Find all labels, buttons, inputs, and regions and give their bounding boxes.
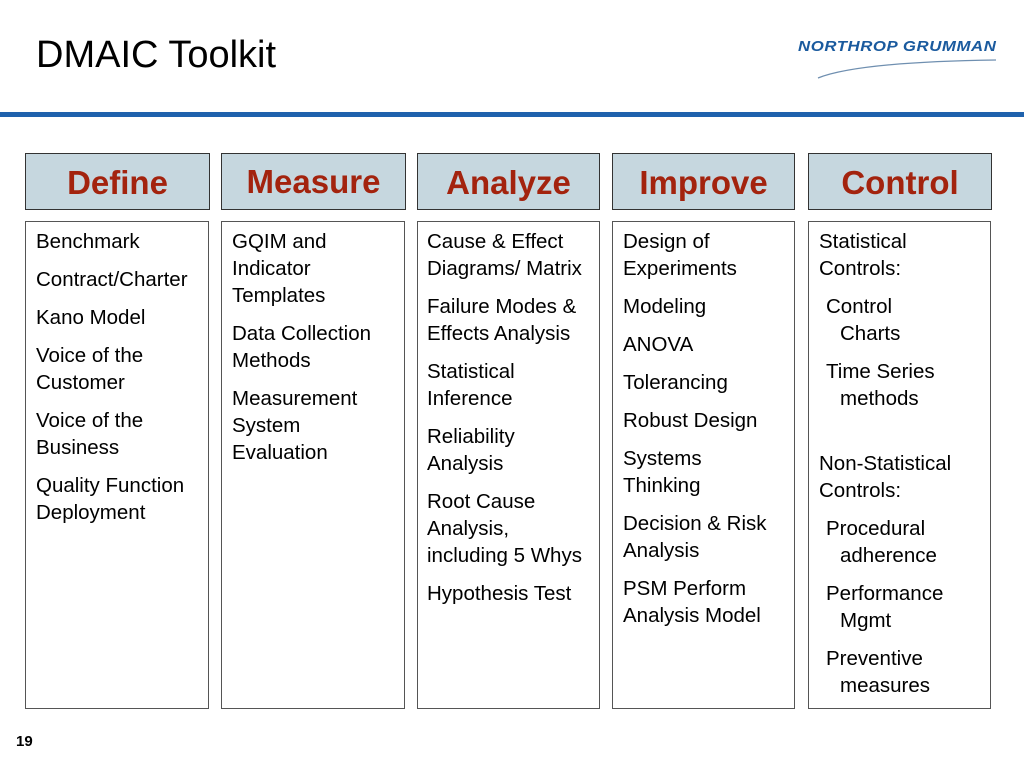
tool-subitem: Procedural adherence	[826, 517, 937, 567]
tool-item: PSM Perform Analysis Model	[623, 577, 761, 627]
tool-item: Contract/Charter	[36, 268, 188, 291]
tool-item: Measurement System Evaluation	[232, 387, 358, 464]
tool-subitem: Time Series methods	[826, 360, 935, 410]
define-tools-list	[25, 221, 209, 709]
tool-item: Quality Function Deployment	[36, 474, 185, 524]
phase-header-define: Define	[25, 153, 210, 210]
tool-item: Cause & Effect Diagrams/ Matrix	[427, 230, 582, 280]
tool-item: Kano Model	[36, 306, 146, 329]
tool-item: Statistical Inference	[427, 360, 515, 410]
tool-subitem: Control Charts	[826, 295, 901, 345]
phase-header-measure: Measure	[221, 153, 406, 210]
phase-header-improve: Improve	[612, 153, 795, 210]
phase-header-analyze: Analyze	[417, 153, 600, 210]
tool-item: Design of Experiments	[623, 230, 737, 280]
tool-item: Data Collection Methods	[232, 322, 372, 372]
measure-tools-list	[221, 221, 405, 709]
tool-item: Robust Design	[623, 409, 758, 432]
tool-item: Root Cause Analysis, including 5 Whys	[427, 490, 582, 567]
tool-item: Modeling	[623, 295, 707, 318]
company-logo	[798, 38, 998, 82]
tool-item: Voice of the Customer	[36, 344, 144, 394]
tool-item: Failure Modes & Effects Analysis	[427, 295, 577, 345]
header-divider	[0, 112, 1024, 117]
control-tools-list	[808, 221, 991, 709]
tool-item: Voice of the Business	[36, 409, 144, 459]
tool-item: ANOVA	[623, 333, 694, 356]
tool-group-heading: Non-Statistical Controls:	[819, 452, 952, 502]
improve-tools-list	[612, 221, 795, 709]
tool-item: Systems Thinking	[623, 447, 702, 497]
logo-text: NORTHROP GRUMMAN	[798, 38, 997, 55]
analyze-tools-list	[417, 221, 600, 709]
tool-item: Decision & Risk Analysis	[623, 512, 767, 562]
tool-item: GQIM and Indicator Templates	[232, 230, 327, 307]
tool-item: Tolerancing	[623, 371, 728, 394]
tool-item: Reliability Analysis	[427, 425, 515, 475]
tool-subitem: Performance Mgmt	[826, 582, 944, 632]
phase-header-control: Control	[808, 153, 992, 210]
tool-subitem: Preventive measures	[826, 647, 931, 697]
slide-title: DMAIC Toolkit	[36, 34, 277, 76]
tool-item: Benchmark	[36, 230, 140, 253]
tool-group-heading: Statistical Controls:	[819, 230, 907, 280]
page-number: 19	[16, 733, 33, 750]
logo-swoosh-icon	[798, 38, 998, 82]
tool-item: Hypothesis Test	[427, 582, 572, 605]
